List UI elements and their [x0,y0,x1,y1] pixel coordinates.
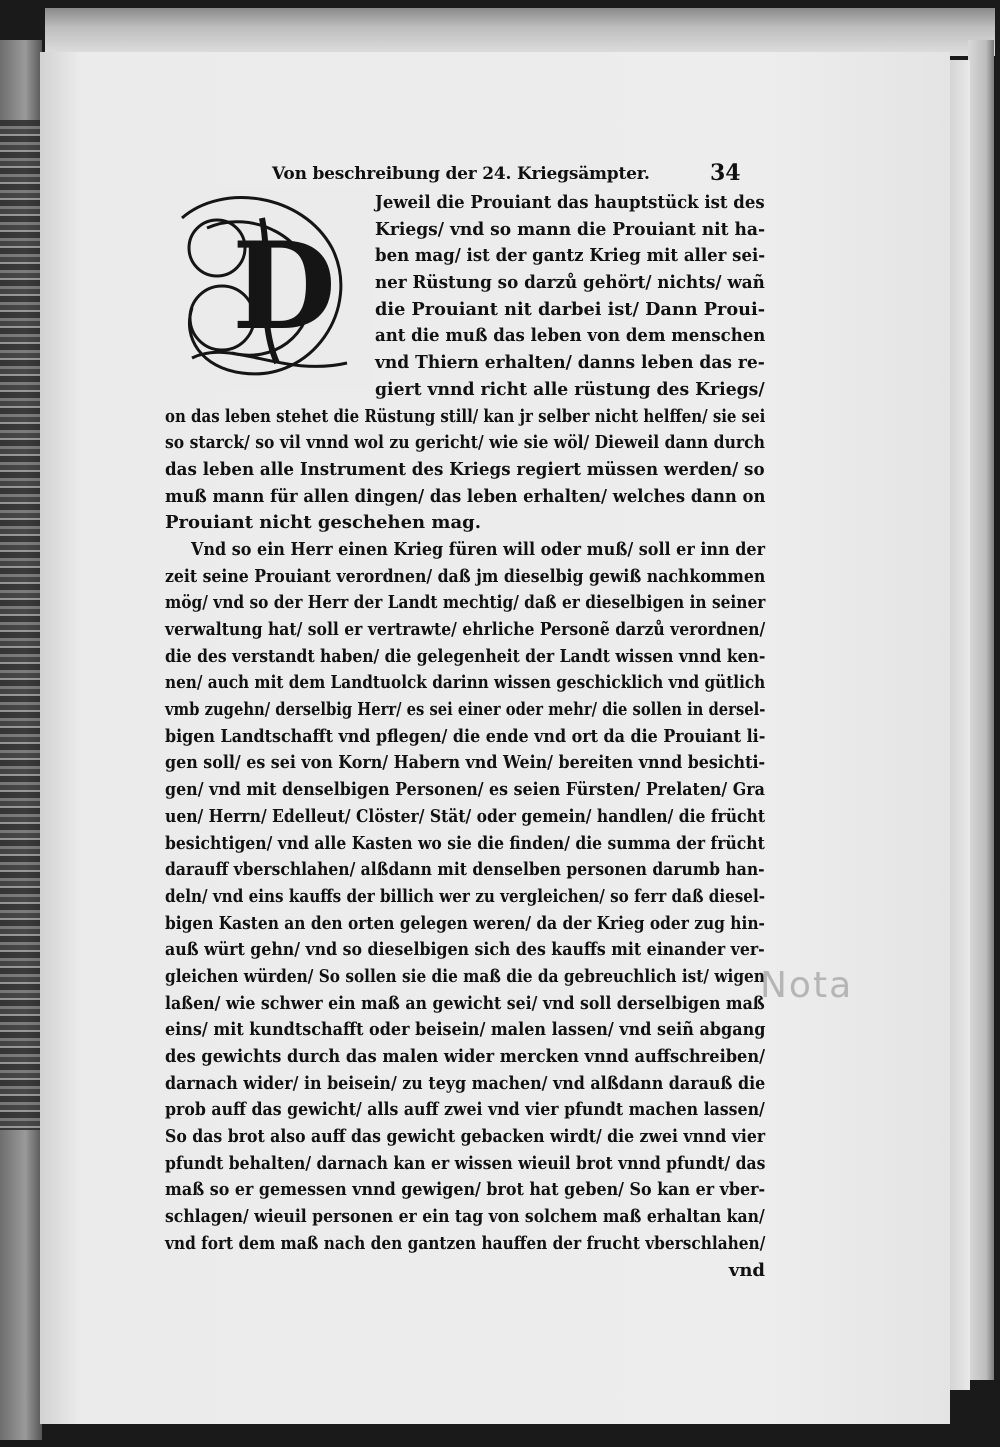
text-line: die Prouiant nit darbei ist/ Dann Proui- [375,298,766,320]
text-line: prob auff das gewicht/ alls auff zwei vnd vier pfundt machen lassen/ [165,1099,765,1121]
text-line: gleichen würden/ So sollen sie die maß die da gebreuchlich ist/ wigen [165,965,765,987]
text-line: ant die muß das leben von dem menschen [375,325,766,347]
text-line: Jeweil die Prouiant das hauptstück ist des [375,192,765,213]
text-line: Kriegs/ vnd so mann die Prouiant nit ha- [375,218,766,240]
text-line: maß so er gemessen vnnd gewigen/ brot hat geben/ So kan er vber- [165,1179,766,1201]
text-line: uen/ Herrn/ Edelleut/ Clöster/ Stät/ oder gemein/ handlen/ die frücht [165,805,766,827]
text-line: So das brot also auff das gewicht gebacken wirdt/ die zwei vnnd vier [165,1126,766,1148]
text-line: bigen Kasten an den orten gelegen weren/ da der Krieg oder zug hin- [165,912,765,934]
text-line: on das leben stehet die Rüstung still/ kan jr selber nicht helffen/ sie sei [165,405,766,427]
text-line: so starck/ so vil vnnd wol zu gericht/ wie sie wöl/ Dieweil dann durch [165,432,765,454]
text-line: die des verstandt haben/ die gelegenheit der Landt wissen vnnd ken- [165,645,766,667]
text-line: gen/ vnd mit denselbigen Personen/ es seien Fürsten/ Prelaten/ Gra [165,779,765,801]
text-line: pfundt behalten/ darnach kan er wissen wieuil brot vnnd pfundt/ das [165,1152,766,1174]
initial-letter: D [232,216,337,357]
running-header-title: Von beschreibung der 24. Kriegsämpter. [272,164,650,184]
text-line: gen soll/ es sei von Korn/ Habern vnd Wein/ bereiten vnnd besichti- [165,752,766,774]
text-line: mög/ vnd so der Herr der Landt mechtig/ daß er dieselbigen in seiner [165,592,766,614]
text-line: besichtigen/ vnd alle Kasten wo sie die finden/ die summa der frücht [165,832,765,854]
text-line: verwaltung hat/ soll er vertrawte/ ehrliche Personẽ darzů verordnen/ [165,619,766,640]
text-line: vnd fort dem maß nach den gantzen hauffen der frucht vberschlahen/ [165,1232,766,1254]
text-line: Prouiant nicht geschehen mag. [165,512,481,534]
text-line: bigen Landtschafft vnd pflegen/ die ende vnd ort da die Prouiant li- [165,725,766,747]
body-text [165,190,765,1284]
text-line: vnd Thiern erhalten/ danns leben das re- [375,352,765,374]
text-line: ner Rüstung so darzů gehört/ nichts/ wañ [375,272,765,294]
text-line: ben mag/ ist der gantz Krieg mit aller sei- [375,245,766,267]
page-stack-right-edge-outer [968,40,994,1380]
text-line: auß würt gehn/ vnd so dieselbigen sich des kauffs mit einander ver- [165,939,765,961]
text-line: muß mann für allen dingen/ das leben erhalten/ welches dann on [165,485,766,507]
text-line: Vnd so ein Herr einen Krieg füren will oder muß/ soll er inn der [191,538,766,560]
text-line: nen/ auch mit dem Landtuolck darinn wissen geschicklich vnd gütlich [165,672,766,694]
text-line: das leben alle Instrument des Kriegs regiert müssen werden/ so [165,458,765,480]
margin-note: Nota [760,965,854,1006]
text-line: schlagen/ wieuil personen er ein tag von solchem maß erhaltan kan/ [165,1206,765,1228]
text-line: giert vnnd richt alle rüstung des Kriegs/ [375,378,765,400]
text-line: darnach wider/ in beisein/ zu teyg machen/ vnd alßdann darauß die [165,1072,766,1094]
text-line: vmb zugehn/ derselbig Herr/ es sei einer oder mehr/ die sollen in dersel- [165,699,766,721]
text-line: des gewichts durch das malen wider mercken vnnd auffschreiben/ [165,1046,766,1067]
page-number: 34 [710,160,741,186]
text-line: darauff vberschlahen/ alßdann mit denselben personen darumb han- [165,859,765,881]
running-header [272,160,742,188]
text-line: deln/ vnd eins kauffs der billich wer zu vergleichen/ so ferr daß diesel- [165,885,766,907]
text-line: laßen/ wie schwer ein maß an gewicht sei/ vnd soll derselbigen maß [165,992,765,1014]
left-page-ornament [0,120,40,1130]
text-line: eins/ mit kundtschafft oder beisein/ malen lassen/ vnd seiñ abgang [165,1019,766,1041]
catchword: vnd [728,1259,765,1281]
text-line: zeit seine Prouiant verordnen/ daß jm dieselbig gewiß nachkommen [165,565,766,587]
page-stack-top-edge [45,8,995,56]
